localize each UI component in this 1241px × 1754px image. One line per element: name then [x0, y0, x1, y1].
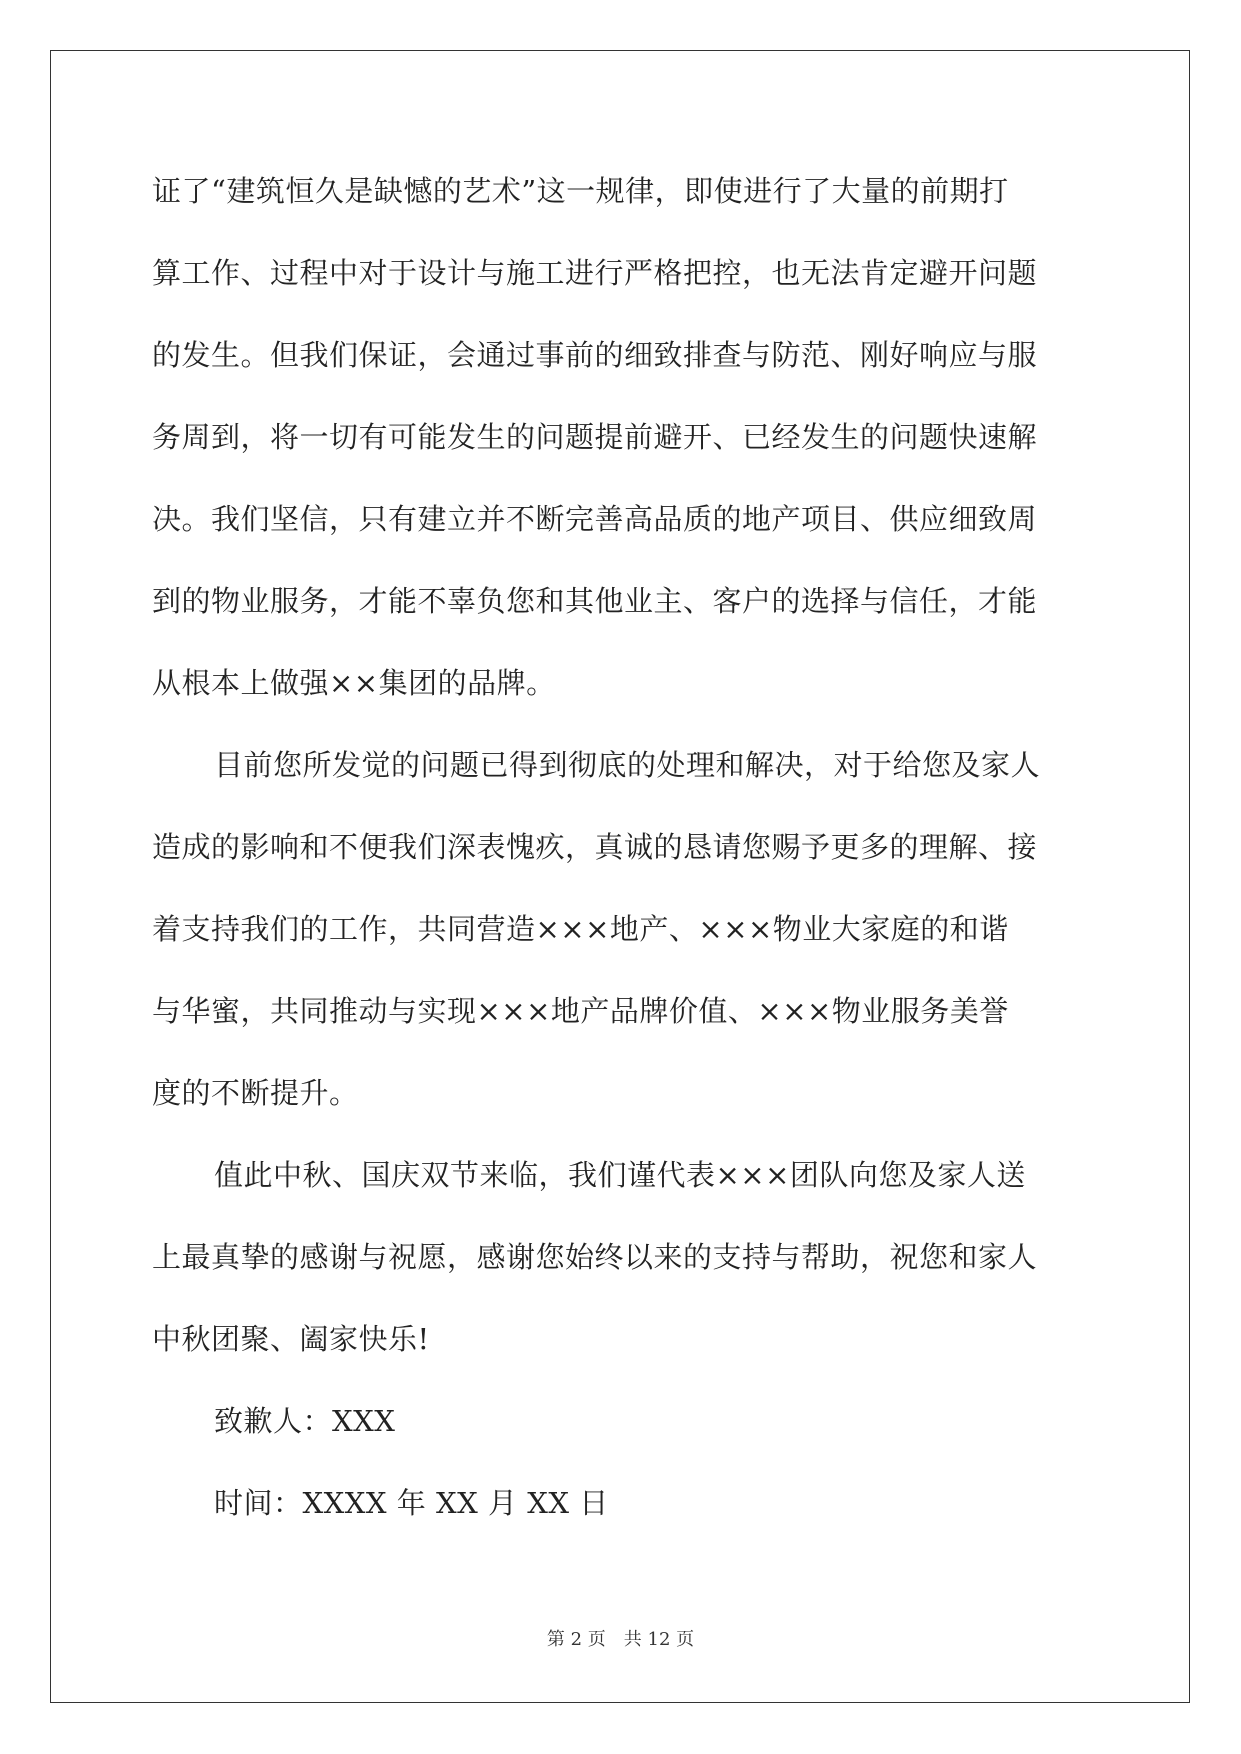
body-line: 的发生。但我们保证，会通过事前的细致排查与防范、刚好响应与服	[152, 338, 1038, 372]
body-line: 从根本上做强××集团的品牌。	[152, 666, 556, 700]
body-line: 造成的影响和不便我们深表愧疚，真诚的恳请您赐予更多的理解、接	[152, 830, 1038, 864]
body-line: 决。我们坚信，只有建立并不断完善高品质的地产项目、供应细致周	[152, 502, 1038, 536]
paragraph-start-line: 目前您所发觉的问题已得到彻底的处理和解决，对于给您及家人	[214, 748, 1041, 782]
body-line: 度的不断提升。	[152, 1076, 359, 1110]
document-body	[152, 150, 1092, 1544]
date-line: 时间：XXXX 年 XX 月 XX 日	[214, 1486, 609, 1520]
signatory-line: 致歉人：XXX	[214, 1404, 396, 1438]
page-number-footer: 第 2 页 共 12 页	[546, 1629, 695, 1650]
body-line: 证了“建筑恒久是缺憾的艺术”这一规律，即使进行了大量的前期打	[152, 174, 1009, 208]
body-line: 与华蜜，共同推动与实现×××地产品牌价值、×××物业服务美誉	[152, 994, 1009, 1028]
body-line: 到的物业服务，才能不辜负您和其他业主、客户的选择与信任，才能	[152, 584, 1038, 618]
body-line: 算工作、过程中对于设计与施工进行严格把控，也无法肯定避开问题	[152, 256, 1038, 290]
body-line: 务周到，将一切有可能发生的问题提前避开、已经发生的问题快速解	[152, 420, 1038, 454]
body-line: 着支持我们的工作，共同营造×××地产、×××物业大家庭的和谐	[152, 912, 1009, 946]
body-line: 上最真挚的感谢与祝愿，感谢您始终以来的支持与帮助，祝您和家人	[152, 1240, 1038, 1274]
body-line: 中秋团聚、阖家快乐!	[152, 1322, 430, 1356]
paragraph-start-line: 值此中秋、国庆双节来临，我们谨代表×××团队向您及家人送	[214, 1158, 1026, 1192]
